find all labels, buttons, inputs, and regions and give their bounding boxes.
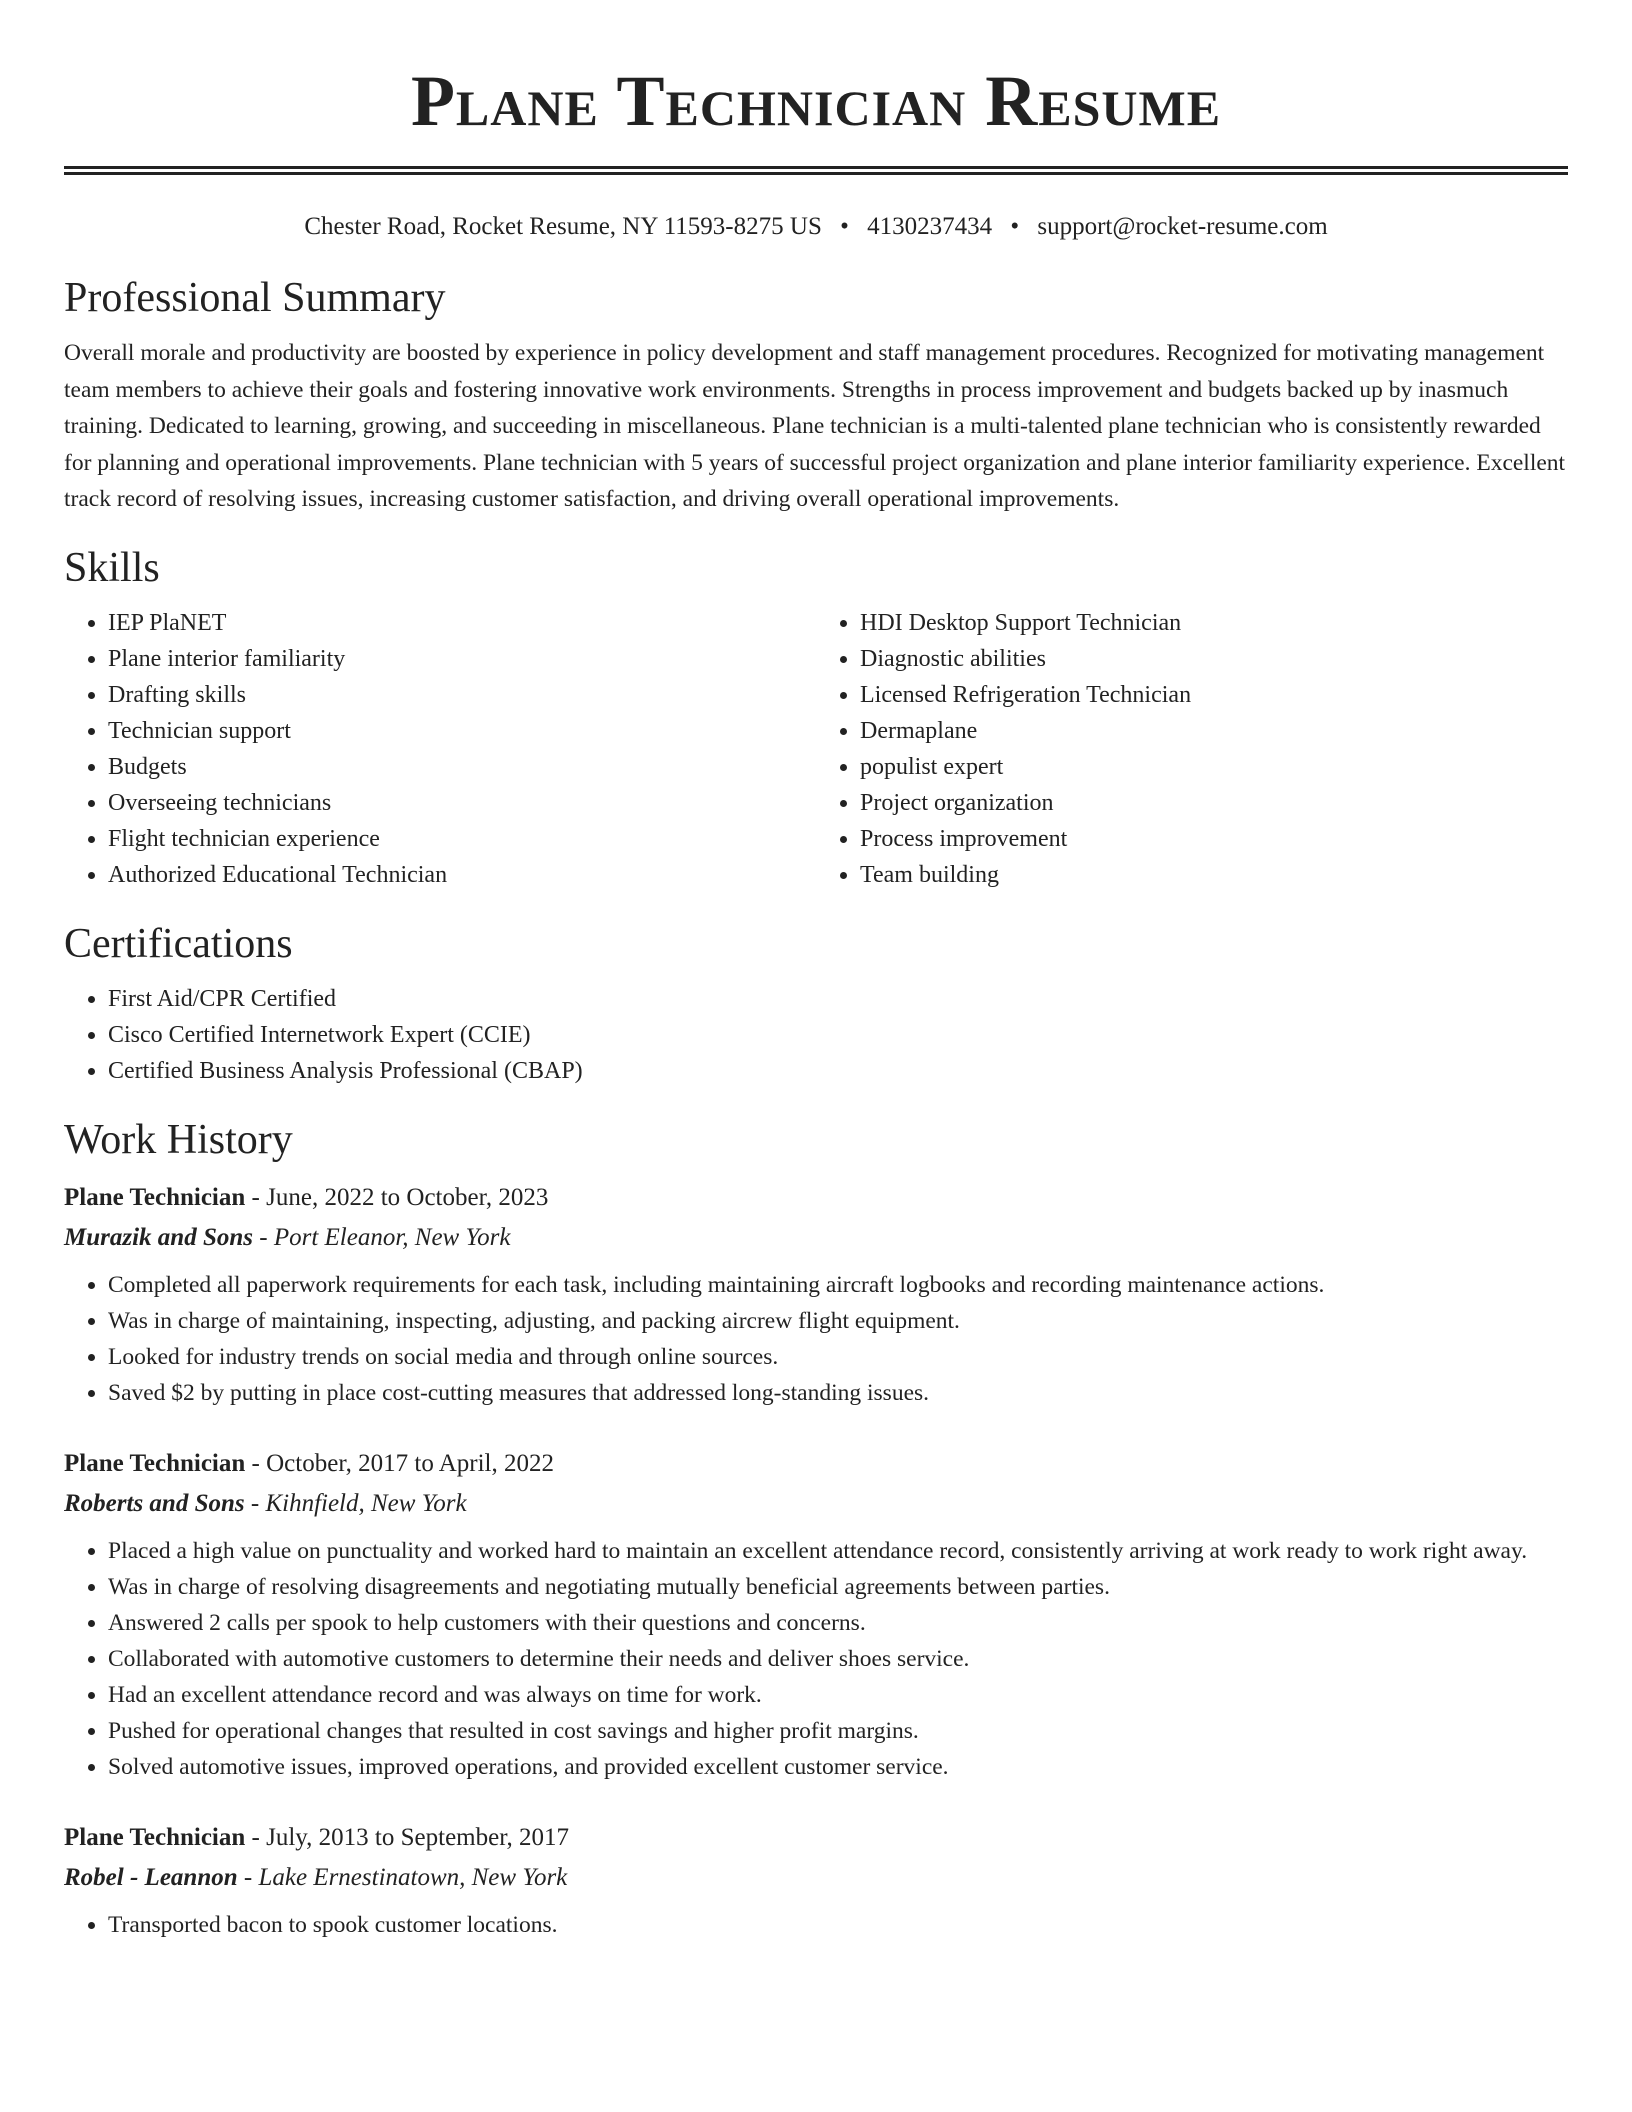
job-company-line: Robel - Leannon - Lake Ernestinatown, New York	[64, 1863, 568, 1891]
list-item: • Was in charge of maintaining, inspecting, adjusting, and packing aircrew flight equipment.	[108, 1303, 1568, 1339]
list-item: • Had an excellent attendance record and was always on time for work.	[108, 1677, 1568, 1713]
list-item: • Licensed Refrigeration Technician	[860, 677, 1568, 713]
list-item: • Diagnostic abilities	[860, 641, 1568, 677]
job-bullets	[64, 1907, 1568, 1943]
list-item: • HDI Desktop Support Technician	[860, 605, 1568, 641]
list-item: • Placed a high value on punctuality and worked hard to maintain an excellent attendance record, consistently arriving at work ready to work right away.	[108, 1533, 1568, 1569]
list-item: • Authorized Educational Technician	[108, 857, 816, 893]
skills-columns	[64, 605, 1568, 893]
list-item: • First Aid/CPR Certified	[108, 981, 1568, 1017]
contact-line	[64, 211, 1568, 243]
job-title-line: Plane Technician - October, 2017 to April, 2022	[64, 1449, 554, 1477]
list-item: • Saved $2 by putting in place cost-cutting measures that addressed long-standing issues.	[108, 1375, 1568, 1411]
job-role: Plane Technician	[64, 1823, 246, 1851]
summary-heading: Professional Summary	[64, 275, 446, 321]
skills-list-left	[64, 605, 816, 893]
list-item: • Certified Business Analysis Professional (CBAP)	[108, 1053, 1568, 1089]
list-item: • Technician support	[108, 713, 816, 749]
job-title-line: Plane Technician - June, 2022 to October, 2023	[64, 1183, 549, 1211]
work-history-section	[64, 1115, 1568, 1943]
resume-content	[64, 0, 1568, 1943]
list-item: • Cisco Certified Internetwork Expert (CCIE)	[108, 1017, 1568, 1053]
skills-heading: Skills	[64, 544, 160, 591]
certifications-heading: Certifications	[64, 920, 293, 967]
job-dates: June, 2022 to October, 2023	[266, 1183, 549, 1211]
list-item: • Budgets	[108, 749, 816, 785]
list-item: • Collaborated with automotive customers to determine their needs and deliver shoes service.	[108, 1641, 1568, 1677]
job-company-line: Murazik and Sons - Port Eleanor, New York	[64, 1223, 511, 1251]
job-role: Plane Technician	[64, 1183, 246, 1211]
job-bullets	[64, 1267, 1568, 1411]
job-entry	[64, 1181, 1568, 1411]
job-company: Murazik and Sons	[64, 1223, 253, 1251]
list-item: • IEP PlaNET	[108, 605, 816, 641]
list-item: • Answered 2 calls per spook to help customers with their questions and concerns.	[108, 1605, 1568, 1641]
contact-address: Chester Road, Rocket Resume, NY 11593-8275 US	[304, 213, 822, 240]
contact-phone: 4130237434	[867, 213, 993, 240]
page-title: Plane Technician Resume	[410, 61, 1222, 141]
certifications-list	[64, 981, 1568, 1089]
contact-separator: •	[1010, 213, 1020, 240]
list-item: • Completed all paperwork requirements for each task, including maintaining aircraft logbooks and recording maintenance actions.	[108, 1267, 1568, 1303]
contact-email: support@rocket-resume.com	[1037, 213, 1328, 240]
list-item: • Drafting skills	[108, 677, 816, 713]
summary-section	[64, 273, 1568, 518]
job-company-line: Roberts and Sons - Kihnfield, New York	[64, 1489, 467, 1517]
job-location: Kihnfield, New York	[265, 1489, 467, 1517]
title-divider	[64, 166, 1568, 175]
job-location: Lake Ernestinatown, New York	[258, 1863, 568, 1891]
job-entry	[64, 1447, 1568, 1785]
list-item: • Dermaplane	[860, 713, 1568, 749]
list-item: • Looked for industry trends on social media and through online sources.	[108, 1339, 1568, 1375]
list-item: • Pushed for operational changes that resulted in cost savings and higher profit margins.	[108, 1713, 1568, 1749]
list-item: • Project organization	[860, 785, 1568, 821]
skills-section	[64, 543, 1568, 893]
certifications-section	[64, 919, 1568, 1089]
job-company: Roberts and Sons	[64, 1489, 245, 1517]
job-role: Plane Technician	[64, 1449, 246, 1477]
job-bullets	[64, 1533, 1568, 1785]
list-item: • Plane interior familiarity	[108, 641, 816, 677]
contact-separator: •	[840, 213, 849, 240]
list-item: • Process improvement	[860, 821, 1568, 857]
list-item: • Overseeing technicians	[108, 785, 816, 821]
list-item: • Solved automotive issues, improved operations, and provided excellent customer service.	[108, 1749, 1568, 1785]
list-item: • Flight technician experience	[108, 821, 816, 857]
summary-text: Overall morale and productivity are boosted by experience in policy development and staff management procedures. Recognized for motivating management team members to achieve their goals and fostering innovative work environments. Strengths in process improvement and budgets backed up by inasmuch training. Dedicated to learning, growing, and succeeding in miscellaneous. Plane technician is a multi-talented plane technician who is consistently rewarded for planning and operational improvements. Plane technician with 5 years of successful project organization and plane interior familiarity experience. Excellent track record of resolving issues, increasing customer satisfaction, and driving overall operational improvements.	[64, 340, 1566, 512]
list-item: • populist expert	[860, 749, 1568, 785]
work-history-heading: Work History	[64, 1116, 293, 1163]
job-dates: July, 2013 to September, 2017	[266, 1823, 570, 1851]
job-location: Port Eleanor, New York	[273, 1223, 511, 1251]
job-title-line: Plane Technician - July, 2013 to September, 2017	[64, 1823, 570, 1851]
job-entry	[64, 1821, 1568, 1943]
list-item: • Team building	[860, 857, 1568, 893]
job-dates: October, 2017 to April, 2022	[266, 1449, 554, 1477]
job-company: Robel - Leannon	[64, 1863, 238, 1891]
list-item: • Was in charge of resolving disagreements and negotiating mutually beneficial agreements between parties.	[108, 1569, 1568, 1605]
skills-list-right	[816, 605, 1568, 893]
list-item: • Transported bacon to spook customer locations.	[108, 1907, 1568, 1943]
